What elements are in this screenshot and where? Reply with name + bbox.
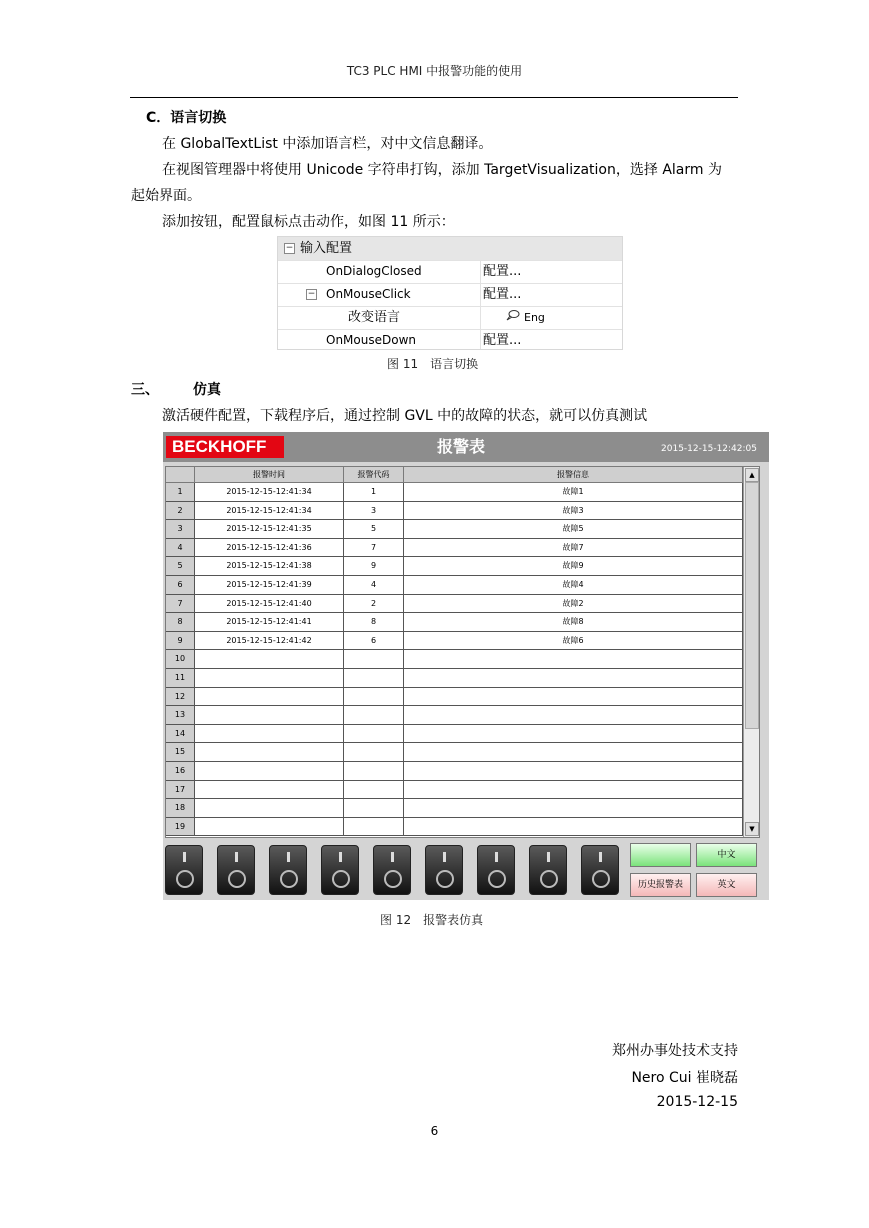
alarm-message-cell <box>404 762 743 780</box>
alarm-time-cell: 2015-12-15-12:41:34 <box>195 483 344 501</box>
row-number: 9 <box>166 632 195 650</box>
alarm-time-cell <box>195 743 344 761</box>
alarm-message-cell <box>404 725 743 743</box>
table-row[interactable] <box>166 502 743 521</box>
alarm-message-cell <box>404 669 743 687</box>
alarm-message-cell <box>404 706 743 724</box>
alarm-message-cell <box>404 650 743 668</box>
table-row[interactable] <box>166 688 743 707</box>
figure-12-caption: 图 12 报警表仿真 <box>380 913 484 927</box>
table-row[interactable] <box>166 799 743 818</box>
table-row[interactable] <box>166 818 743 837</box>
property-row-ondialogclosed[interactable] <box>278 260 622 284</box>
chinese-language-button[interactable]: 中文 <box>696 843 757 867</box>
section-c-paragraph-3: 添加按钮，配置鼠标点击动作，如图 11 所示： <box>162 214 455 230</box>
table-row[interactable] <box>166 557 743 576</box>
alarm-time-cell: 2015-12-15-12:41:34 <box>195 502 344 520</box>
row-number: 18 <box>166 799 195 817</box>
switch-off-indicator <box>176 870 194 888</box>
beckhoff-logo: BECKHOFF <box>166 436 284 458</box>
property-name: OnDialogClosed <box>326 264 422 278</box>
page-number: 6 <box>430 1124 439 1138</box>
alarm-time-cell <box>195 762 344 780</box>
property-group-input-config[interactable] <box>278 237 622 261</box>
alarm-message-cell <box>404 743 743 761</box>
row-number: 5 <box>166 557 195 575</box>
collapse-icon[interactable]: − <box>307 289 316 299</box>
row-number: 8 <box>166 613 195 631</box>
header-rule <box>130 97 738 98</box>
signature-author: Nero Cui 崔晓磊 <box>631 1070 738 1086</box>
alarm-time-cell <box>195 818 344 836</box>
signature-date: 2015-12-15 <box>656 1094 738 1110</box>
fault-toggle-switch[interactable] <box>373 845 411 895</box>
table-corner-header <box>166 467 195 483</box>
property-value-language[interactable]: Eng <box>524 311 545 324</box>
property-value-configure[interactable]: 配置... <box>483 287 522 302</box>
row-number: 13 <box>166 706 195 724</box>
collapse-icon[interactable]: − <box>285 243 294 253</box>
alarm-code-cell: 8 <box>344 613 404 631</box>
section-3-number: 三、 <box>131 382 159 398</box>
switch-on-indicator <box>287 852 290 862</box>
alarm-time-cell <box>195 650 344 668</box>
row-number: 6 <box>166 576 195 594</box>
alarm-time-cell: 2015-12-15-12:41:38 <box>195 557 344 575</box>
alarm-code-cell <box>344 781 404 799</box>
fault-toggle-switch[interactable] <box>321 845 359 895</box>
table-row[interactable] <box>166 539 743 558</box>
property-name: OnMouseDown <box>326 333 416 347</box>
row-number: 10 <box>166 650 195 668</box>
alarm-time-cell <box>195 799 344 817</box>
property-value-configure[interactable]: 配置... <box>483 333 522 348</box>
switch-on-indicator <box>339 852 342 862</box>
switch-on-indicator <box>547 852 550 862</box>
language-icon <box>506 306 520 329</box>
table-row[interactable] <box>166 650 743 669</box>
hmi-title-bar <box>163 432 769 462</box>
switch-off-indicator <box>280 870 298 888</box>
table-row[interactable] <box>166 483 743 502</box>
table-row[interactable] <box>166 576 743 595</box>
column-divider <box>480 260 481 349</box>
alarm-code-cell <box>344 725 404 743</box>
table-row[interactable] <box>166 613 743 632</box>
section-c-paragraph-1: 在 GlobalTextList 中添加语言栏，对中文信息翻译。 <box>162 136 493 152</box>
switch-on-indicator <box>391 852 394 862</box>
alarm-time-cell <box>195 669 344 687</box>
column-header-alarm-message[interactable]: 报警信息 <box>404 467 743 483</box>
alarm-code-cell <box>344 688 404 706</box>
alarm-time-cell: 2015-12-15-12:41:40 <box>195 595 344 613</box>
section-3-paragraph: 激活硬件配置，下载程序后，通过控制 GVL 中的故障的状态，就可以仿真测试 <box>162 408 648 424</box>
alarm-code-cell: 6 <box>344 632 404 650</box>
alarm-code-cell <box>344 650 404 668</box>
alarm-message-cell: 故障2 <box>404 595 743 613</box>
fault-toggle-switch[interactable] <box>581 845 619 895</box>
alarm-time-cell <box>195 781 344 799</box>
alarm-code-cell: 1 <box>344 483 404 501</box>
switch-off-indicator <box>228 870 246 888</box>
row-number: 19 <box>166 818 195 836</box>
row-number: 12 <box>166 688 195 706</box>
switch-off-indicator <box>436 870 454 888</box>
alarm-time-cell <box>195 725 344 743</box>
property-name: OnMouseClick <box>326 287 411 301</box>
table-row[interactable] <box>166 762 743 781</box>
page-header-title: TC3 PLC HMI 中报警功能的使用 <box>346 64 523 78</box>
table-row[interactable] <box>166 781 743 800</box>
blank-green-button[interactable] <box>630 843 691 867</box>
row-number: 11 <box>166 669 195 687</box>
row-number: 15 <box>166 743 195 761</box>
fault-toggle-switch[interactable] <box>269 845 307 895</box>
alarm-message-cell <box>404 818 743 836</box>
section-c-paragraph-2-cont: 起始界面。 <box>131 188 201 204</box>
alarm-table <box>165 466 760 838</box>
alarm-time-cell: 2015-12-15-12:41:36 <box>195 539 344 557</box>
fault-toggle-switch[interactable] <box>165 845 203 895</box>
alarm-code-cell <box>344 743 404 761</box>
switch-off-indicator <box>592 870 610 888</box>
switch-off-indicator <box>540 870 558 888</box>
table-row[interactable] <box>166 725 743 744</box>
figure-11-caption: 图 11 语言切换 <box>387 357 479 371</box>
alarm-message-cell: 故障6 <box>404 632 743 650</box>
alarm-message-cell: 故障4 <box>404 576 743 594</box>
table-row[interactable] <box>166 669 743 688</box>
scroll-thumb[interactable] <box>745 482 759 729</box>
alarm-code-cell <box>344 762 404 780</box>
fault-toggle-switch[interactable] <box>477 845 515 895</box>
scroll-up-arrow-icon[interactable]: ▲ <box>745 468 759 482</box>
row-number: 3 <box>166 520 195 538</box>
signature-organization: 郑州办事处技术支持 <box>612 1043 738 1059</box>
row-number: 17 <box>166 781 195 799</box>
property-row-onmouseclick[interactable] <box>278 283 622 307</box>
alarm-code-cell <box>344 799 404 817</box>
table-row[interactable] <box>166 706 743 725</box>
alarm-time-cell <box>195 706 344 724</box>
hmi-timestamp: 2015-12-15-12:42:05 <box>661 444 757 454</box>
property-group-label: 输入配置 <box>300 241 353 256</box>
alarm-code-cell: 5 <box>344 520 404 538</box>
alarm-code-cell: 7 <box>344 539 404 557</box>
alarm-message-cell: 故障7 <box>404 539 743 557</box>
alarm-message-cell: 故障5 <box>404 520 743 538</box>
fault-toggle-switch[interactable] <box>425 845 463 895</box>
alarm-code-cell <box>344 818 404 836</box>
section-c-heading: C．语言切换 <box>146 110 227 126</box>
alarm-time-cell <box>195 688 344 706</box>
switch-off-indicator <box>332 870 350 888</box>
alarm-code-cell <box>344 706 404 724</box>
english-language-button[interactable]: 英文 <box>696 873 757 897</box>
table-row[interactable] <box>166 743 743 762</box>
alarm-code-cell: 9 <box>344 557 404 575</box>
table-row[interactable] <box>166 595 743 614</box>
alarm-message-cell: 故障1 <box>404 483 743 501</box>
switch-on-indicator <box>495 852 498 862</box>
row-number: 14 <box>166 725 195 743</box>
history-alarm-table-button[interactable]: 历史报警表 <box>630 873 691 897</box>
switch-on-indicator <box>235 852 238 862</box>
table-row[interactable] <box>166 520 743 539</box>
alarm-message-cell <box>404 799 743 817</box>
switch-on-indicator <box>183 852 186 862</box>
alarm-code-cell: 3 <box>344 502 404 520</box>
alarm-code-cell: 4 <box>344 576 404 594</box>
row-number: 2 <box>166 502 195 520</box>
alarm-code-cell: 2 <box>344 595 404 613</box>
alarm-time-cell: 2015-12-15-12:41:41 <box>195 613 344 631</box>
alarm-message-cell <box>404 781 743 799</box>
property-name: 改变语言 <box>348 310 401 325</box>
alarm-time-cell: 2015-12-15-12:41:35 <box>195 520 344 538</box>
property-row-onmousedown[interactable] <box>278 329 622 350</box>
column-header-alarm-code[interactable]: 报警代码 <box>344 467 404 483</box>
row-number: 1 <box>166 483 195 501</box>
row-number: 4 <box>166 539 195 557</box>
column-header-alarm-time[interactable]: 报警时间 <box>195 467 344 483</box>
row-number: 7 <box>166 595 195 613</box>
alarm-code-cell <box>344 669 404 687</box>
alarm-message-cell <box>404 688 743 706</box>
alarm-time-cell: 2015-12-15-12:41:39 <box>195 576 344 594</box>
switch-off-indicator <box>384 870 402 888</box>
fault-toggle-switch[interactable] <box>217 845 255 895</box>
hmi-title: 报警表 <box>436 437 485 456</box>
table-row[interactable] <box>166 632 743 651</box>
section-c-paragraph-2: 在视图管理器中将使用 Unicode 字符串打钩，添加 TargetVisualization，选择 Alarm 为 <box>162 162 722 178</box>
alarm-message-cell: 故障8 <box>404 613 743 631</box>
property-row-change-language[interactable] <box>278 306 622 330</box>
switch-on-indicator <box>443 852 446 862</box>
vertical-scrollbar[interactable] <box>743 467 759 837</box>
property-value-configure[interactable]: 配置... <box>483 264 522 279</box>
switch-on-indicator <box>599 852 602 862</box>
switch-off-indicator <box>488 870 506 888</box>
alarm-message-cell: 故障9 <box>404 557 743 575</box>
alarm-table-hmi <box>163 432 769 900</box>
alarm-time-cell: 2015-12-15-12:41:42 <box>195 632 344 650</box>
row-number: 16 <box>166 762 195 780</box>
scroll-down-arrow-icon[interactable]: ▼ <box>745 822 759 836</box>
input-config-property-grid <box>277 236 623 350</box>
alarm-message-cell: 故障3 <box>404 502 743 520</box>
fault-toggle-switch[interactable] <box>529 845 567 895</box>
section-3-heading: 仿真 <box>193 382 221 398</box>
